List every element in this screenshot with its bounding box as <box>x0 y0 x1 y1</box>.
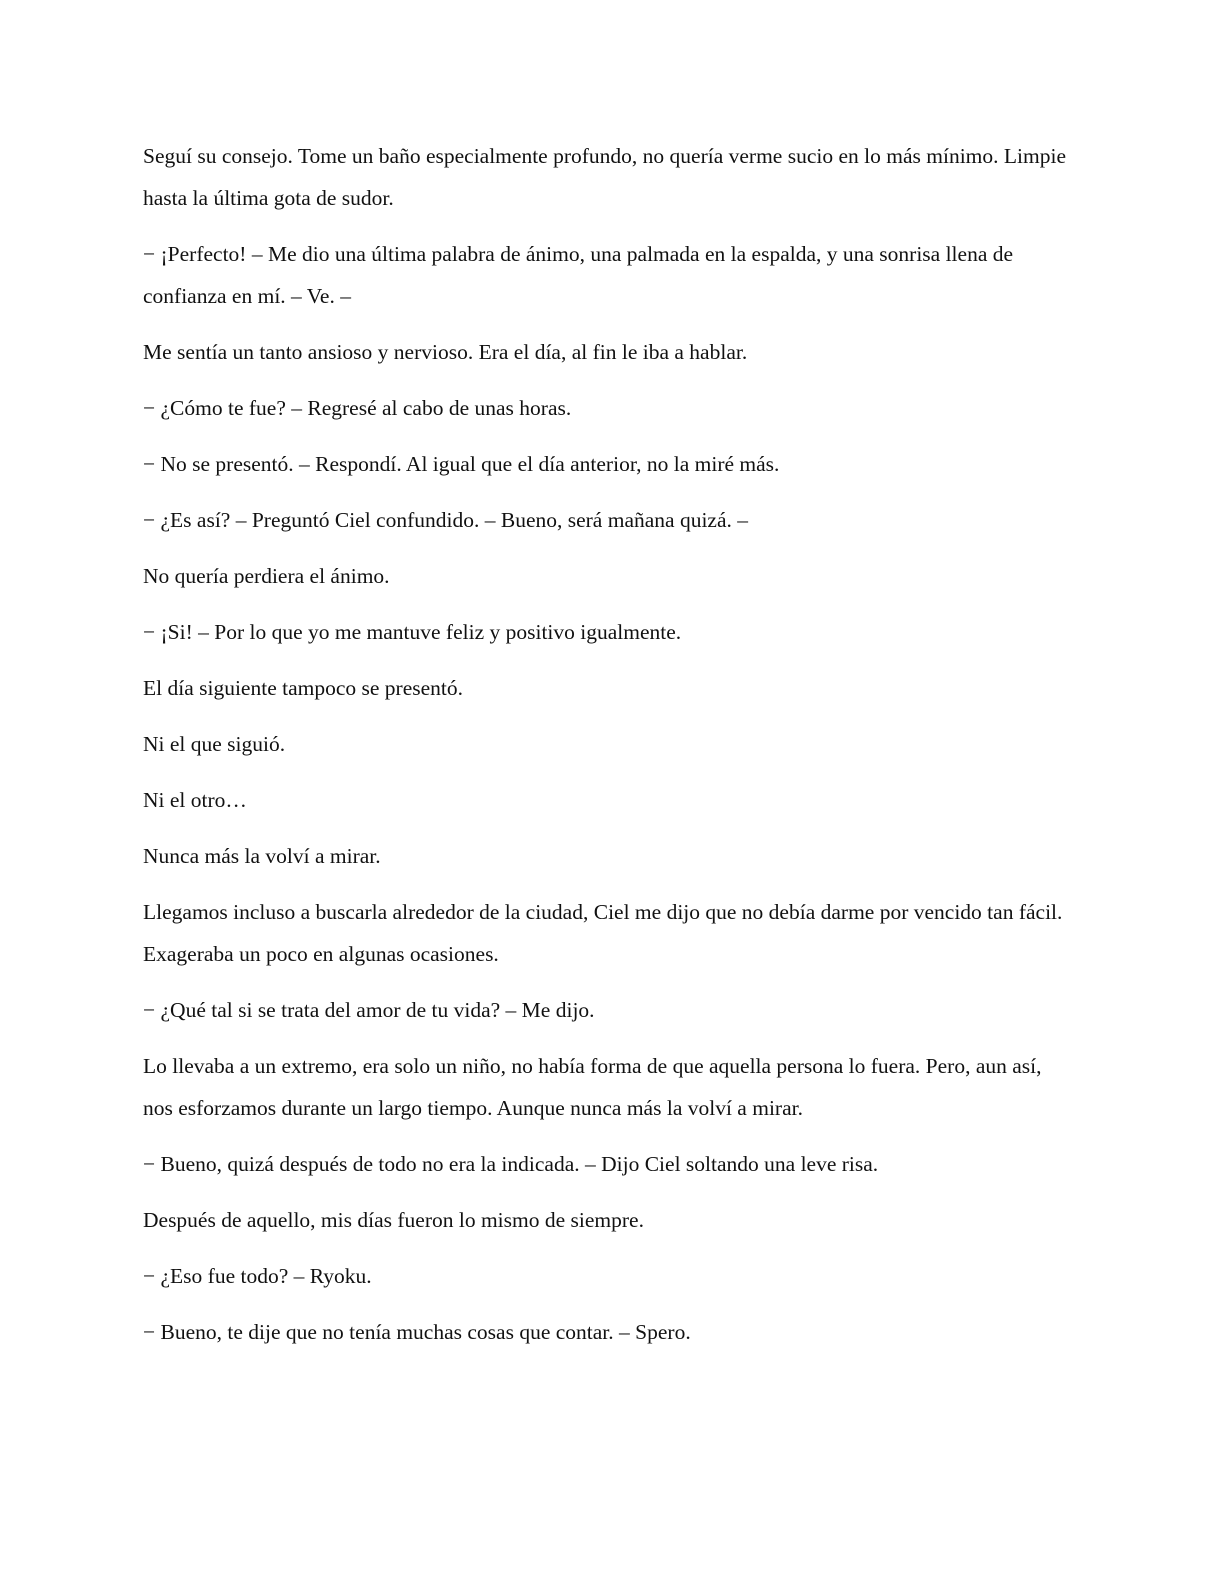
paragraph: − ¿Es así? – Preguntó Ciel confundido. – Bueno, será mañana quizá. – <box>143 508 749 532</box>
paragraph: Lo llevaba a un extremo, era solo un niño, no había forma de que aquella persona lo fuera. Pero, aun así, nos esforzamos durante un largo tiempo. Aunque nunca más la volví a mirar. <box>143 1054 1042 1120</box>
paragraph: − ¿Cómo te fue? – Regresé al cabo de unas horas. <box>143 396 572 420</box>
paragraph: Seguí su consejo. Tome un baño especialmente profundo, no quería verme sucio en lo más mínimo. Limpie hasta la última gota de sudor. <box>143 144 1066 210</box>
paragraph: − ¡Si! – Por lo que yo me mantuve feliz y positivo igualmente. <box>143 620 682 644</box>
paragraph: − ¿Qué tal si se trata del amor de tu vida? – Me dijo. <box>143 998 595 1022</box>
paragraph: − Bueno, quizá después de todo no era la indicada. – Dijo Ciel soltando una leve risa. <box>143 1152 879 1176</box>
paragraph: Ni el otro… <box>143 788 247 812</box>
paragraph: − ¿Eso fue todo? – Ryoku. <box>143 1264 372 1288</box>
document-page <box>143 135 1073 1367</box>
paragraph: Me sentía un tanto ansioso y nervioso. Era el día, al fin le iba a hablar. <box>143 340 748 364</box>
paragraph: Ni el que siguió. <box>143 732 286 756</box>
paragraph: − ¡Perfecto! – Me dio una última palabra de ánimo, una palmada en la espalda, y una sonrisa llena de confianza en mí. – Ve. – <box>143 242 1014 308</box>
paragraph: Nunca más la volví a mirar. <box>143 844 381 868</box>
paragraph: − No se presentó. – Respondí. Al igual que el día anterior, no la miré más. <box>143 452 780 476</box>
paragraph: Después de aquello, mis días fueron lo mismo de siempre. <box>143 1208 644 1232</box>
paragraph: Llegamos incluso a buscarla alrededor de la ciudad, Ciel me dijo que no debía darme por vencido tan fácil. Exageraba un poco en algunas ocasiones. <box>143 900 1063 966</box>
paragraph: El día siguiente tampoco se presentó. <box>143 676 464 700</box>
paragraph: − Bueno, te dije que no tenía muchas cosas que contar. – Spero. <box>143 1320 691 1344</box>
paragraph: No quería perdiera el ánimo. <box>143 564 390 588</box>
